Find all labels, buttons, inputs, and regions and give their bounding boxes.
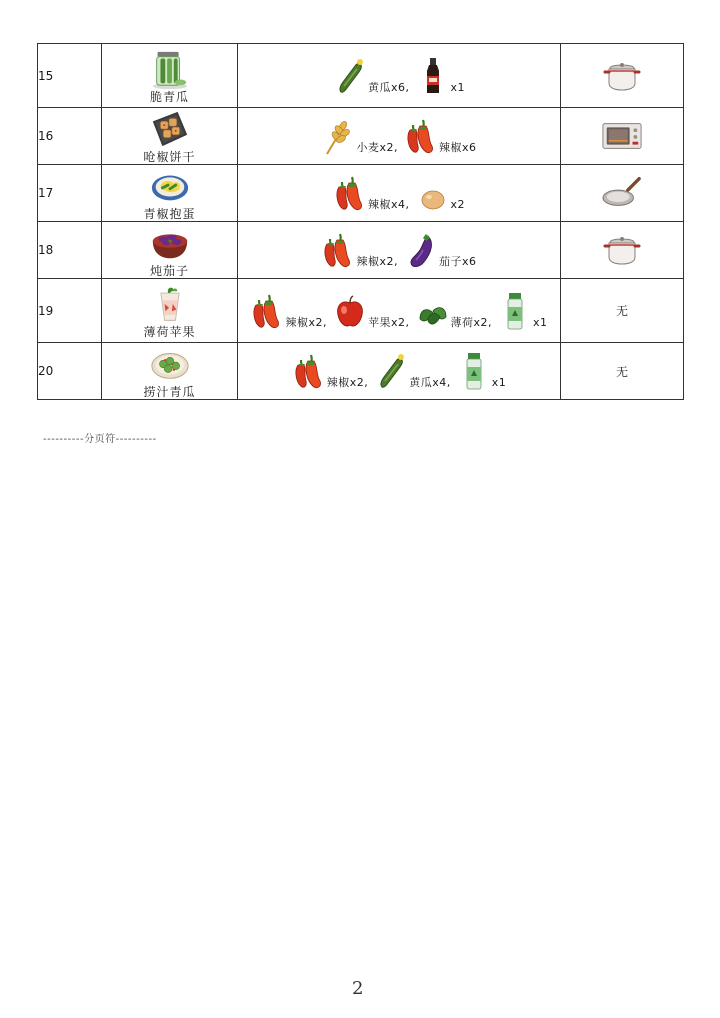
cucumber-icon [333,56,367,96]
ingredient-label: 辣椒x2, [285,315,327,329]
recipe-row [38,165,684,222]
egg-icon [416,173,450,213]
dish-wrapper [102,283,237,339]
recipe-number: 16 [38,108,102,165]
ingredient-label: 薄荷x2, [450,315,493,329]
oven-icon [601,129,643,143]
dish-cell [102,279,238,343]
cucumber-icon [374,351,408,391]
tool-cell [561,44,684,108]
dish-name: 呛椒饼干 [143,150,196,164]
ingredient-item [333,291,410,331]
recipe-row [38,44,684,108]
dish-cell [102,222,238,279]
ingredient-item [333,56,410,96]
tool-cell [561,279,684,343]
ingredient-label: x1 [450,80,466,94]
chili-pepper-icon [333,173,367,213]
ingredients-list [238,351,560,391]
recipe-row [38,108,684,165]
ingredient-item [416,56,466,96]
soy-sauce-bottle-icon [416,56,450,96]
dish-cell [102,44,238,108]
ingredients-cell [238,165,561,222]
page-number: 2 [352,978,364,999]
tool-cell [561,108,684,165]
pot-icon [602,243,642,257]
ingredient-item [416,291,493,331]
mint-apple-glass-icon [150,283,190,325]
dish-name: 炖茄子 [149,264,189,278]
ingredient-label: 小麦x2, [356,141,398,154]
ingredient-label: x1 [491,376,507,389]
dish-name: 脆青瓜 [149,89,189,104]
ingredients-cell [238,108,561,165]
ingredient-label: 辣椒x2, [326,376,369,389]
cucumber-salad-plate-icon [149,343,191,385]
ingredient-label: 茄子x6 [439,255,477,268]
ingredient-label: x1 [533,315,548,329]
dish-cell [102,108,238,165]
ingredients-cell [238,222,561,279]
eggplant-icon [404,230,438,270]
pepper-egg-plate-icon [149,165,191,207]
tool-cell [561,343,684,400]
dish-name: 薄荷苹果 [143,324,196,339]
recipe-row [38,279,684,343]
ingredient-label: 黄瓜x6, [367,80,410,94]
ingredient-item [404,116,477,156]
tool-none-label: 无 [615,364,628,379]
ingredient-label: 黄瓜x4, [409,376,451,389]
ingredients-cell [238,44,561,108]
ingredients-list [238,230,560,270]
recipe-number: 15 [38,44,102,108]
tool-cell [561,165,684,222]
recipe-number: 19 [38,279,102,343]
recipe-number: 17 [38,165,102,222]
ingredients-list [238,116,560,156]
dish-cell [102,165,238,222]
ingredient-item [321,230,398,270]
dish-wrapper [102,165,237,221]
wheat-icon [321,116,355,156]
recipe-number: 20 [38,343,102,400]
ingredient-item [250,291,327,331]
pickled-cucumber-jar-icon [149,48,191,90]
dish-name: 捞汁青瓜 [143,385,196,399]
ingredient-item [498,291,548,331]
pepper-cookies-icon [149,108,191,150]
ingredient-item [457,351,507,391]
apple-icon [333,291,367,331]
ingredients-list [238,56,560,96]
dish-wrapper [102,48,237,104]
chili-pepper-icon [292,351,326,391]
dish-name: 青椒抱蛋 [143,207,196,221]
chili-pepper-icon [404,116,438,156]
pot-icon [602,68,642,82]
page-break-marker: ----------分页符---------- [43,434,157,445]
ingredient-item [292,351,369,391]
ingredient-item [404,230,477,270]
stewed-eggplant-bowl-icon [149,222,191,264]
dish-wrapper [102,108,237,164]
ingredient-label: 辣椒x2, [356,255,398,268]
ingredients-list [238,173,560,213]
recipe-row [38,343,684,400]
chili-pepper-icon [321,230,355,270]
dish-wrapper [102,343,237,399]
recipe-number: 18 [38,222,102,279]
ingredient-label: 苹果x2, [367,315,410,329]
ingredients-list [238,291,560,331]
tool-cell [561,222,684,279]
ingredient-label: 辣椒x4, [367,198,410,211]
tool-none-label: 无 [615,304,628,318]
dish-cell [102,343,238,400]
recipe-table [37,43,684,400]
ingredients-cell [238,343,561,400]
ingredient-label: 辣椒x6 [439,141,477,154]
ingredient-item [333,173,410,213]
seasoning-bottle-icon [498,291,532,331]
ingredient-item [374,351,451,391]
ingredient-item [416,173,466,213]
ingredient-item [321,116,398,156]
ingredients-cell [238,279,561,343]
ingredient-label: x2 [450,198,466,211]
frying-pan-icon [601,186,643,200]
seasoning-bottle-icon [457,351,491,391]
mint-leaves-icon [416,291,450,331]
dish-wrapper [102,222,237,278]
recipe-row [38,222,684,279]
chili-pepper-icon [250,291,284,331]
